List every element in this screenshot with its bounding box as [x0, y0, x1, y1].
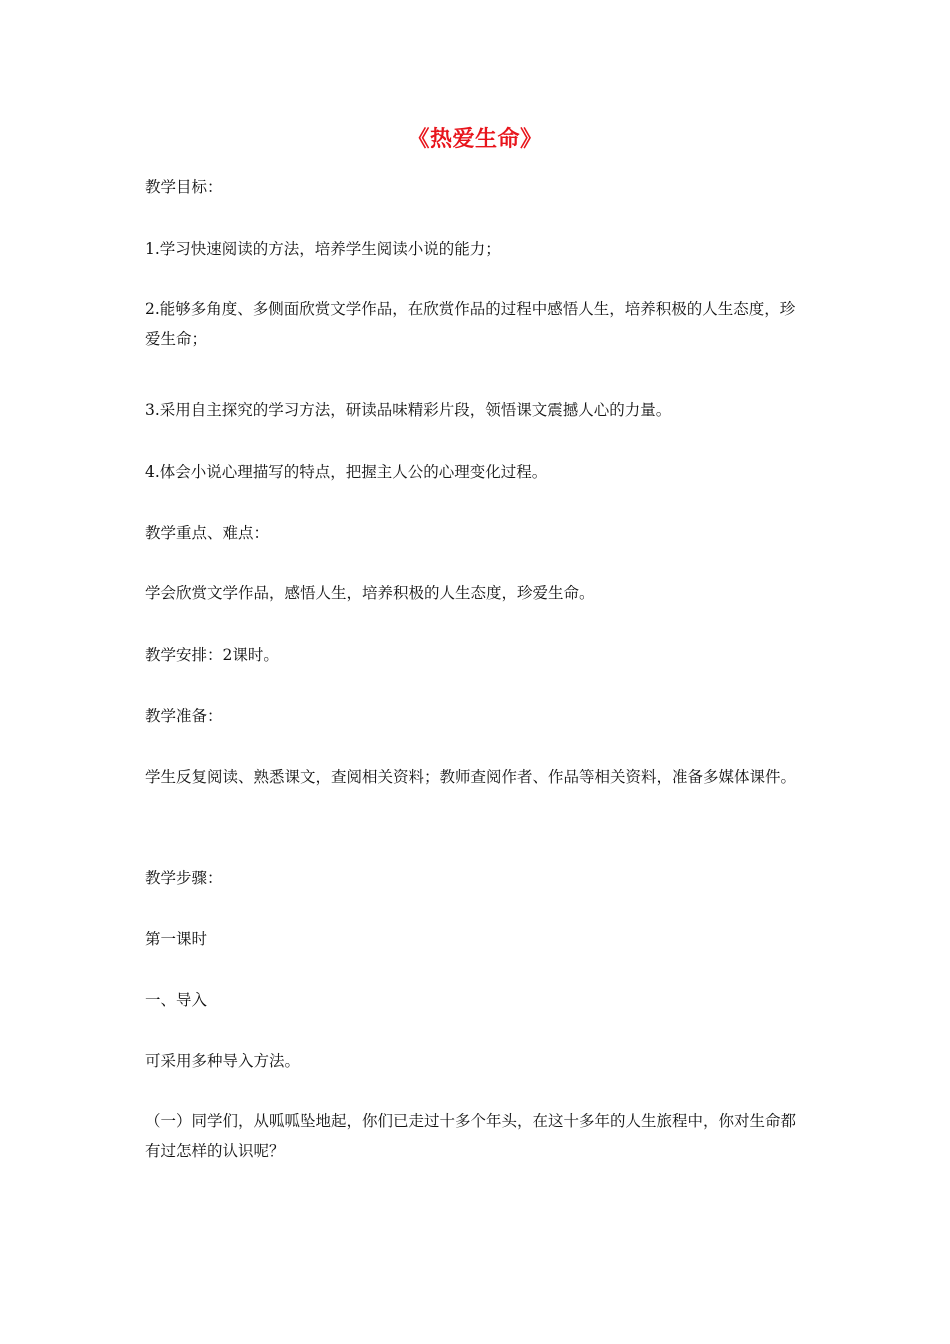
lesson-one-heading: 第一课时	[145, 930, 208, 948]
objective-item-1: 1.学习快速阅读的方法，培养学生阅读小说的能力；	[145, 240, 501, 258]
section-heading-key-points: 教学重点、难点：	[145, 524, 270, 542]
key-points-text: 学会欣赏文学作品，感悟人生，培养积极的人生态度，珍爱生命。	[145, 584, 595, 602]
intro-methods-text: 可采用多种导入方法。	[145, 1052, 301, 1070]
objective-item-2: 2.能够多角度、多侧面欣赏文学作品，在欣赏作品的过程中感悟人生，培养积极的人生态度，珍爱生命；	[145, 300, 796, 348]
document-title: 《热爱生命》	[407, 126, 543, 152]
preparation-text: 学生反复阅读、熟悉课文，查阅相关资料；教师查阅作者、作品等相关资料，准备多媒体课件。	[145, 768, 797, 786]
objective-item-4: 4.体会小说心理描写的特点，把握主人公的心理变化过程。	[145, 463, 548, 481]
intro-method-1-text: （一）同学们，从呱呱坠地起，你们已走过十多个年头，在这十多年的人生旅程中，你对生命都有过怎样的认识呢？	[145, 1112, 797, 1160]
schedule-text: 教学安排：2课时。	[145, 646, 279, 664]
section-heading-steps: 教学步骤：	[145, 869, 223, 887]
section-heading-objectives: 教学目标：	[145, 178, 223, 196]
section-heading-preparation: 教学准备：	[145, 707, 223, 725]
objective-item-3: 3.采用自主探究的学习方法，研读品味精彩片段，领悟课文震撼人心的力量。	[145, 401, 672, 419]
step-intro-heading: 一、导入	[145, 991, 208, 1009]
